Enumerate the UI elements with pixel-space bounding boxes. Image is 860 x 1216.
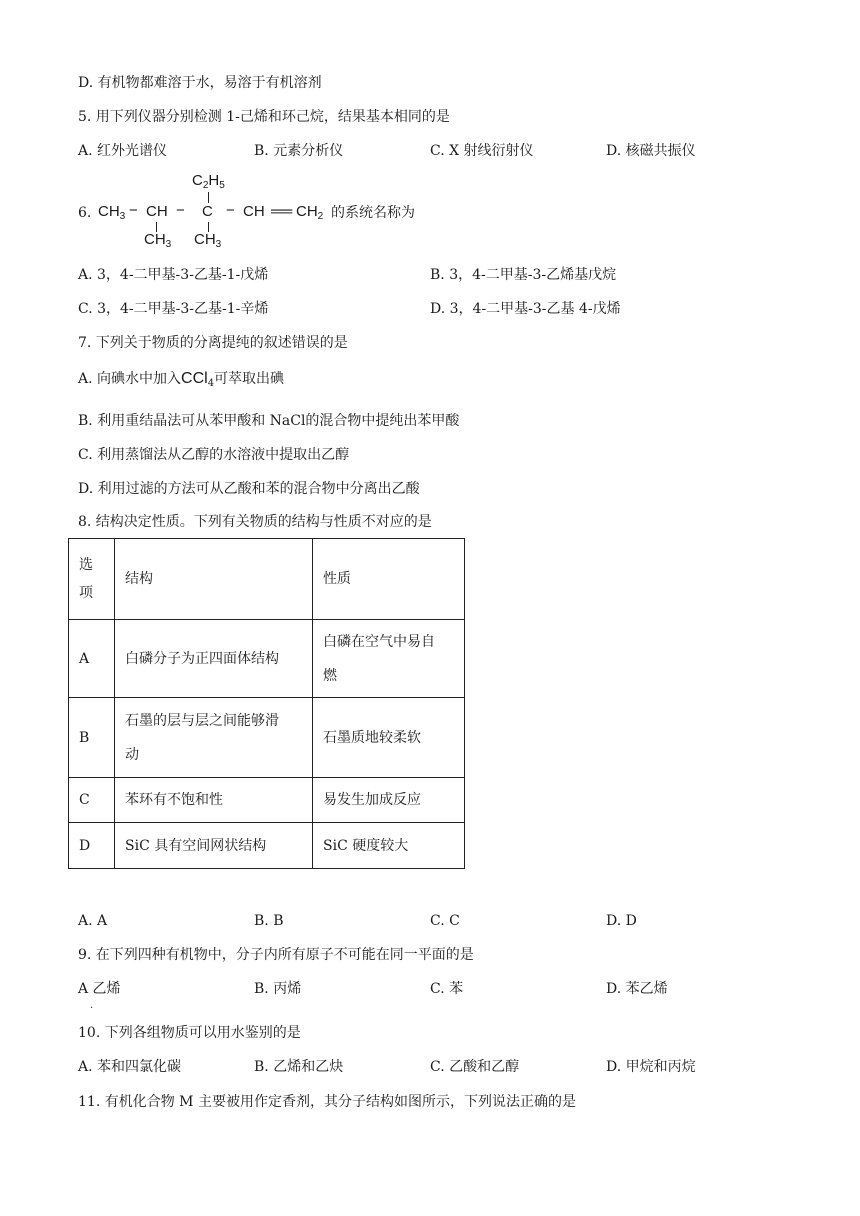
formula-ch-right: CH bbox=[243, 203, 265, 220]
q6-option-a: A. 3，4-二甲基-3-乙基-1-戊烯 bbox=[78, 267, 269, 283]
q5-option-b: B. 元素分析仪 bbox=[254, 143, 344, 159]
formula-ch3-below-1: $CH_3$ bbox=[144, 231, 172, 250]
row-b-structure: 石墨的层与层之间能够滑 动 bbox=[115, 698, 313, 778]
formula-double-bond: ══ bbox=[271, 203, 293, 220]
q8-option-d: D. D bbox=[606, 913, 637, 929]
q5-option-a: A. 红外光谱仪 bbox=[78, 143, 168, 159]
question-8: 8. 结构决定性质。下列有关物质的结构与性质不对应的是 bbox=[78, 514, 432, 530]
row-d-structure: SiC 具有空间网状结构 bbox=[115, 823, 313, 869]
formula-c: C bbox=[202, 203, 213, 220]
formula-c2h5: $C_2H_5$ bbox=[192, 172, 225, 191]
q10-option-b: B. 乙烯和乙炔 bbox=[254, 1059, 344, 1075]
q5-option-c: C. X 射线衍射仪 bbox=[430, 143, 534, 159]
question-9: 9. 在下列四种有机物中，分子内所有原子不可能在同一平面的是 bbox=[78, 947, 474, 963]
q7-option-a: A. 向碘水中加入CCl$_4$可萃取出碘 bbox=[78, 370, 285, 389]
q6-structural-formula bbox=[98, 172, 338, 252]
header-property: 性质 bbox=[313, 539, 465, 620]
q7-option-c: C. 利用蒸馏法从乙醇的水溶液中提取出乙醇 bbox=[78, 447, 350, 463]
q8-option-b: B. B bbox=[254, 913, 284, 929]
row-c-property: 易发生加成反应 bbox=[313, 778, 465, 823]
q9-option-b: B. 丙烯 bbox=[254, 981, 302, 997]
header-structure: 结构 bbox=[115, 539, 313, 620]
bond-line bbox=[208, 192, 209, 203]
question-5: 5. 用下列仪器分别检测 1-己烯和环己烷，结果基本相同的是 bbox=[78, 109, 450, 125]
row-c-option: C bbox=[69, 778, 115, 823]
q6-option-b: B. 3，4-二甲基-3-乙烯基戊烷 bbox=[430, 267, 617, 283]
row-b-option: B bbox=[69, 698, 115, 778]
q6-question-suffix: 的系统名称为 bbox=[331, 205, 415, 221]
q10-option-d: D. 甲烷和丙烷 bbox=[606, 1059, 696, 1075]
q10-option-a: A. 苯和四氯化碳 bbox=[78, 1059, 182, 1075]
q9-dot-mark: . bbox=[90, 1000, 94, 1011]
row-d-property: SiC 硬度较大 bbox=[313, 823, 465, 869]
formula-ch2: $CH_2$ bbox=[296, 203, 324, 222]
row-d-option: D bbox=[69, 823, 115, 869]
table-row bbox=[69, 823, 465, 869]
header-option: 选 项 bbox=[69, 539, 115, 620]
row-c-structure: 苯环有不饱和性 bbox=[115, 778, 313, 823]
q7-option-d: D. 利用过滤的方法可从乙酸和苯的混合物中分离出乙酸 bbox=[78, 481, 420, 497]
q8-option-a: A. A bbox=[78, 913, 108, 929]
bond-dash: − bbox=[129, 202, 138, 219]
q5-option-d: D. 核磁共振仪 bbox=[606, 143, 696, 159]
row-b-property: 石墨质地较柔软 bbox=[313, 698, 465, 778]
question-7: 7. 下列关于物质的分离提纯的叙述错误的是 bbox=[78, 335, 348, 351]
bond-dash: − bbox=[226, 202, 235, 219]
q8-option-c: C. C bbox=[430, 913, 460, 929]
table-row bbox=[69, 620, 465, 698]
q9-option-a: A 乙烯 bbox=[78, 981, 121, 997]
formula-ch3-left: $CH_3$ bbox=[98, 203, 126, 222]
formula-ch3-below-2: $CH_3$ bbox=[194, 231, 222, 250]
q6-option-c: C. 3，4-二甲基-3-乙基-1-辛烯 bbox=[78, 301, 269, 317]
q9-option-c: C. 苯 bbox=[430, 981, 464, 997]
q6-option-d: D. 3，4-二甲基-3-乙基 4-戊烯 bbox=[430, 301, 621, 317]
q4-option-d: D. 有机物都难溶于水，易溶于有机溶剂 bbox=[78, 75, 322, 91]
q6-number: 6. bbox=[78, 205, 92, 221]
table-row bbox=[69, 778, 465, 823]
q7-option-b: B. 利用重结晶法可从苯甲酸和 NaCl的混合物中提纯出苯甲酸 bbox=[78, 413, 460, 429]
formula-ch: CH bbox=[146, 203, 168, 220]
q10-option-c: C. 乙酸和乙醇 bbox=[430, 1059, 520, 1075]
question-11: 11. 有机化合物 M 主要被用作定香剂，其分子结构如图所示，下列说法正确的是 bbox=[78, 1094, 576, 1110]
table-header-row bbox=[69, 539, 465, 620]
row-a-structure: 白磷分子为正四面体结构 bbox=[115, 620, 313, 698]
row-a-property: 白磷在空气中易自 燃 bbox=[313, 620, 465, 698]
row-a-option: A bbox=[69, 620, 115, 698]
bond-dash: − bbox=[176, 202, 185, 219]
table-row bbox=[69, 698, 465, 778]
q9-option-d: D. 苯乙烯 bbox=[606, 981, 668, 997]
question-10: 10. 下列各组物质可以用水鉴别的是 bbox=[78, 1025, 301, 1041]
q8-table bbox=[68, 538, 465, 869]
